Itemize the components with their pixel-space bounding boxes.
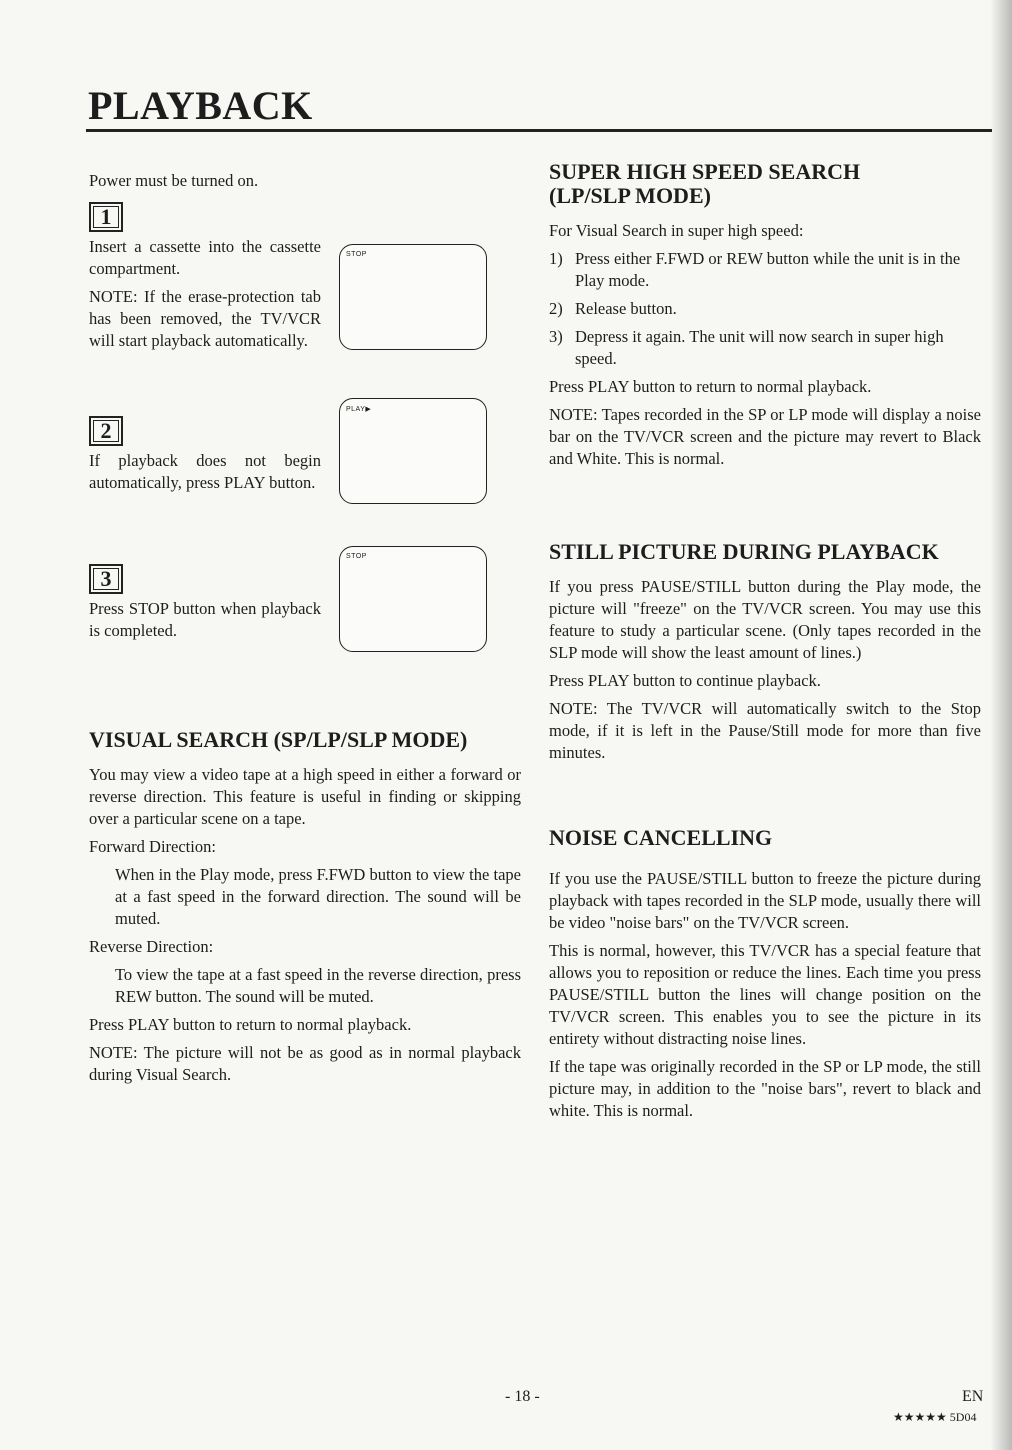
tv-screen-illustration [339,244,487,350]
step-3 [89,562,321,648]
section-heading: VISUAL SEARCH (SP/LP/SLP MODE) [89,727,468,752]
heading-line: SUPER HIGH SPEED SEARCH [549,159,861,184]
screen-label: STOP [346,251,367,258]
note-text: NOTE: The picture will not be as good as in normal playback during Visual Search. [89,1043,521,1084]
list-text: Release button. [575,299,677,318]
forward-label: Forward Direction: [89,837,216,856]
list-item [549,298,981,320]
still-picture-section [549,540,981,764]
section-paragraph: This is normal, however, this TV/VCR has a special feature that allows you to reposition or reduce the lines. Each time you press PAUSE/STILL button the lines will change position on the TV/VCR screen. This enables you to see the picture in its entirety without distracting noise lines. [549,941,981,1048]
list-text: Press either F.FWD or REW button while the unit is in the Play mode. [575,249,961,290]
super-search-section [549,160,981,470]
forward-text: When in the Play mode, press F.FWD button to view the tape at a fast speed in the forward direction. The sound will be muted. [115,865,521,928]
list-number: 3) [549,327,563,346]
page-title: PLAYBACK [88,83,313,128]
step-2 [89,414,321,500]
screen-label: PLAY▶ [346,406,372,413]
step-text: If playback does not begin automatically, press PLAY button. [89,451,321,492]
title-rule [86,129,992,132]
tv-screen-illustration [339,398,487,504]
screen-label: STOP [346,553,367,560]
step-1 [89,200,321,358]
page-edge-shadow [990,0,1012,1450]
section-paragraph: If you use the PAUSE/STILL button to freeze the picture during playback with tapes recorded in the SLP mode, usually there will be video "noise bars" on the TV/VCR screen. [549,869,981,932]
section-paragraph: Press PLAY button to continue playback. [549,671,821,690]
page-number: - 18 - [505,1388,540,1405]
intro-text: Power must be turned on. [89,171,259,190]
left-column [89,170,521,1084]
section-heading [549,160,981,208]
note-text: NOTE: Tapes recorded in the SP or LP mode will display a noise bar on the TV/VCR screen and the picture may revert to Black and White. This is normal. [549,405,981,468]
heading-line: (LP/SLP MODE) [549,183,711,208]
return-text: Press PLAY button to return to normal playback. [89,1015,412,1034]
section-paragraph: For Visual Search in super high speed: [549,221,804,240]
note-text: NOTE: The TV/VCR will automatically switch to the Stop mode, if it is left in the Pause/Still mode for more than five minutes. [549,699,981,762]
list-text: Depress it again. The unit will now search in super high speed. [575,327,944,368]
section-paragraph: You may view a video tape at a high speed in either a forward or reverse direction. This feature is useful in finding or skipping over a particular scene on a tape. [89,765,521,828]
tv-screen-illustration [339,546,487,652]
section-heading: NOISE CANCELLING [549,825,773,850]
section-paragraph: If you press PAUSE/STILL button during the Play mode, the picture will "freeze" on the TV/VCR screen. You may use this feature to study a particular scene. (Only tapes recorded in the SLP mode will show the least amount of lines.) [549,577,981,662]
return-text: Press PLAY button to return to normal playback. [549,377,872,396]
step-number: 2 [89,416,123,446]
step-number: 3 [89,564,123,594]
step-text: Press STOP button when playback is completed. [89,599,321,640]
list-number: 2) [549,299,563,318]
visual-search-section [89,728,521,1092]
noise-cancelling-section [549,826,981,1122]
language-code: EN [962,1388,984,1405]
reverse-text: To view the tape at a fast speed in the reverse direction, press REW button. The sound will be muted. [115,965,521,1006]
list-number: 1) [549,249,563,268]
right-column [549,160,981,1128]
step-note: NOTE: If the erase-protection tab has been removed, the TV/VCR will start playback automatically. [89,287,321,350]
section-heading: STILL PICTURE DURING PLAYBACK [549,539,939,564]
reverse-label: Reverse Direction: [89,937,214,956]
step-number: 1 [89,202,123,232]
list-item [549,326,981,370]
list-item [549,248,981,292]
step-text: Insert a cassette into the cassette compartment. [89,237,321,278]
section-paragraph: If the tape was originally recorded in the SP or LP mode, the still picture may, in addition to the "noise bars", revert to black and white. This is normal. [549,1057,981,1120]
model-code: ★★★★★ 5D04 [893,1410,977,1424]
